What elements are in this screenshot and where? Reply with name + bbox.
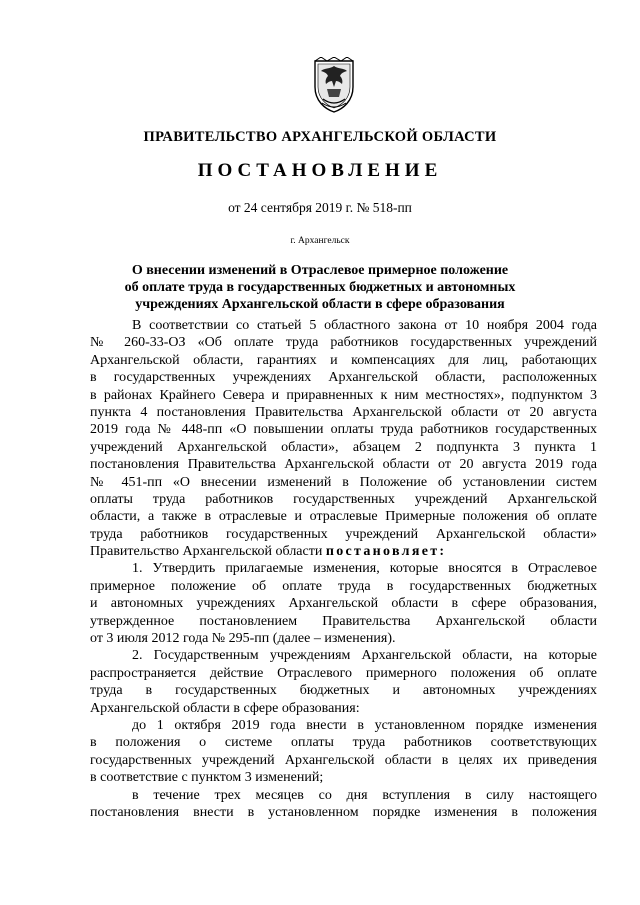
government-name: ПРАВИТЕЛЬСТВО АРХАНГЕЛЬСКОЙ ОБЛАСТИ bbox=[143, 129, 497, 145]
text-line: постановления внести в установленном порядке изменения в положения bbox=[90, 804, 597, 820]
text-line: 1. Утвердить прилагаемые изменения, которые вносятся в Отраслевое bbox=[132, 561, 597, 577]
document-date-number: от 24 сентября 2019 г. № 518-пп bbox=[228, 200, 412, 215]
text-line: утвержденное постановлением Правительства Архангельской области bbox=[90, 613, 597, 629]
text-line: 2. Государственным учреждениям Архангельской области, на которые bbox=[132, 648, 597, 664]
text-line: оплаты труда работников государственных учреждений Архангельской bbox=[90, 491, 597, 507]
text-line: № 260-33-ОЗ «Об оплате труда работников государственных учреждений bbox=[90, 335, 597, 351]
text-line: до 1 октября 2019 года внести в установленном порядке изменения bbox=[132, 717, 597, 733]
text-line: 2019 года № 448-пп «О повышении оплаты труда работников государственных bbox=[90, 422, 597, 438]
title-line: учреждениях Архангельской области в сфере образования bbox=[135, 297, 505, 312]
decree-preamble-text: Правительство Архангельской области bbox=[90, 544, 326, 560]
title-line: О внесении изменений в Отраслевое примерное положение bbox=[131, 263, 509, 278]
text-line: государственных учреждений Архангельской области в целях их приведения bbox=[90, 752, 597, 768]
text-line: в соответствие с пунктом 3 изменений; bbox=[90, 770, 324, 786]
text-line: распространяется действие Отраслевого примерного положения об оплате bbox=[90, 665, 597, 681]
text-line: примерное положение об оплате труда в государственных бюджетных bbox=[90, 578, 597, 594]
text-line: и автономных учреждениях Архангельской области в сфере образования, bbox=[90, 596, 597, 612]
text-line: в районах Крайнего Севера и приравненных к ним местностях», подпунктом 3 bbox=[90, 387, 597, 403]
text-line: постановления Правительства Архангельской области от 20 августа 2019 года bbox=[90, 457, 597, 473]
text-line: труда в государственных бюджетных и автономных учреждениях bbox=[90, 683, 597, 699]
text-line: В соответствии со статьей 5 областного закона от 10 ноября 2004 года bbox=[132, 318, 597, 333]
text-line bbox=[90, 543, 597, 560]
text-line: в течение трех месяцев со дня вступления в силу настоящего bbox=[132, 787, 597, 803]
document-title bbox=[0, 262, 640, 313]
text-line: от 3 июля 2012 года № 295-пп (далее – изменения). bbox=[90, 631, 396, 647]
text-line: области, а также в отраслевые и отраслевые Примерные положения об оплате bbox=[90, 509, 597, 525]
text-line: Архангельской области в сфере образования: bbox=[90, 700, 360, 716]
document-body bbox=[90, 317, 597, 821]
text-line: пункта 4 постановления Правительства Архангельской области от 20 августа bbox=[90, 404, 597, 420]
decree-keyword: постановляет: bbox=[325, 544, 447, 560]
text-line: в государственных учреждениях Архангельской области, расположенных bbox=[90, 370, 597, 386]
title-line: об оплате труда в государственных бюджетных и автономных bbox=[124, 280, 516, 295]
document-city: г. Архангельск bbox=[290, 236, 350, 246]
document-type: ПОСТАНОВЛЕНИЕ bbox=[197, 160, 443, 181]
text-line: Архангельской области, гарантиях и компенсациях для лиц, работающих bbox=[90, 352, 597, 368]
text-line: учреждений Архангельской области», абзацем 2 подпункта 3 пункта 1 bbox=[90, 439, 597, 455]
text-line: в положения о системе оплаты труда работников соответствующих bbox=[90, 735, 597, 751]
text-line: № 451-пп «О внесении изменений в Положение об установлении систем bbox=[90, 474, 597, 490]
coat-of-arms-emblem bbox=[313, 57, 355, 113]
text-line: труда работников государственных учреждений Архангельской области» bbox=[90, 526, 597, 542]
